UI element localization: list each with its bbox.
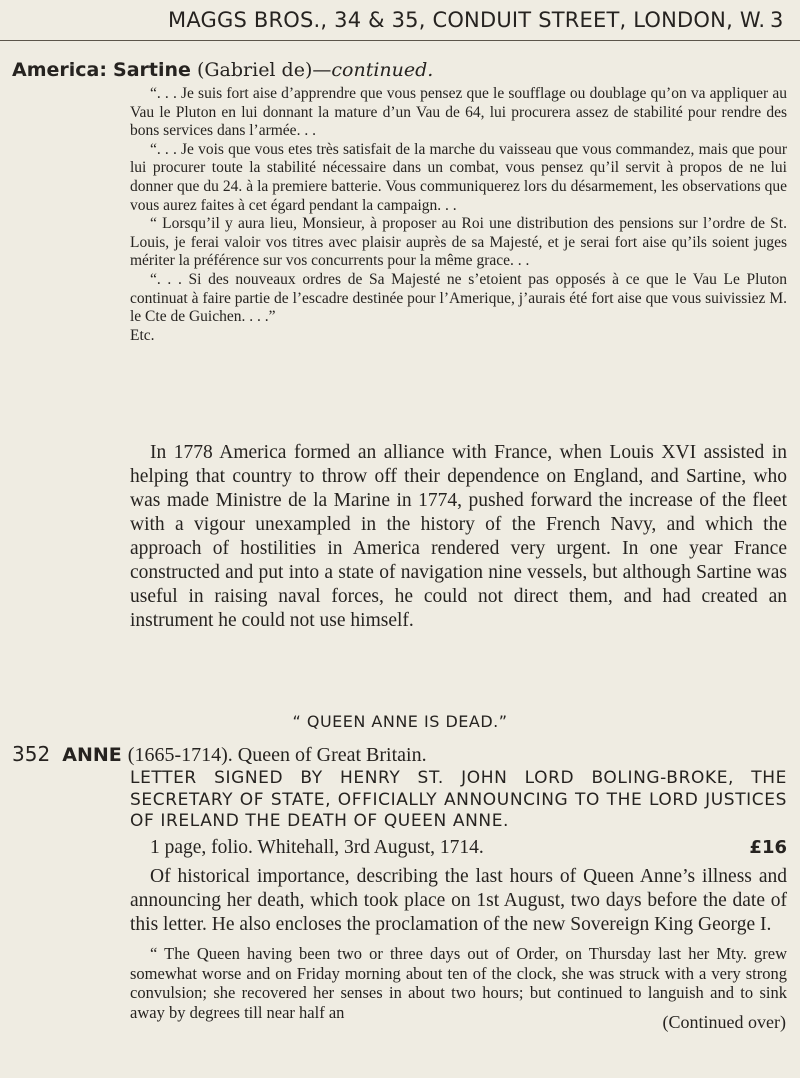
lot-number: 352 xyxy=(12,742,51,766)
english-commentary xyxy=(130,441,787,633)
country-label: America: xyxy=(12,59,107,81)
lot-price: £16 xyxy=(749,837,787,858)
french-paragraph-1: “. . . Je suis fort aise d’apprendre que vous pensez que le soufflage ou doublage qu’on va appliquer au Vau le Pluton en lui donnant la mature d’un Vau de 64, lui procurera assez de stabilité pour rendre des bons services dans l’armée. . . xyxy=(130,85,787,140)
french-paragraph-4: “. . . Si des nouveaux ordres de Sa Majesté ne s’etoient pas opposés à ce que le Vau Le Pluton continuat à faire partie de l’escadre destinée pour l’Amerique, j’aurais été fort aise que vous suivissiez M. le Cte de Guichen. . . .” xyxy=(130,270,787,326)
author-detail: (Gabriel de)— xyxy=(196,59,332,81)
commentary-paragraph: In 1778 America formed an alliance with France, when Louis XVI assisted in helping that country to throw off their dependence on England, and Sartine, who was made Ministre de la Marine in 1774, pushed forward the increase of the fleet with a vigour unexampled in the history of the French Navy, and which the approach of hostilities in America rendered very urgent. In one year France constructed and put into a state of navigation nine vessels, but although Sartine was useful in raising naval forces, he could not direct them, and had created an instrument he could not use himself. xyxy=(130,442,787,631)
continued-label: continued. xyxy=(331,59,434,81)
lot-collation: 1 page, folio. Whitehall, 3rd August, 1714. xyxy=(150,837,484,858)
lot-quote-block xyxy=(130,944,787,1022)
french-paragraph-3: “ Lorsqu’il y aura lieu, Monsieur, à proposer au Roi une distribution des pensions sur l’ordre de St. Louis, je ferai valoir vos titres avec plaisir auprès de sa Majesté, et je serai fort aise qu’ils soient juges mériter la préférence sur vos concurrents pour la même grace. . . xyxy=(130,215,787,270)
header-rule xyxy=(0,40,800,41)
lot-description-text: Of historical importance, describing the last hours of Queen Anne’s illness and announcing her death, which took place on 1st August, two days before the date of this letter. He also encloses the proclamation of the new Sovereign King George I. xyxy=(130,866,787,935)
running-header xyxy=(0,0,800,40)
section-heading xyxy=(12,57,792,83)
french-letter-extract xyxy=(130,85,787,345)
lot-description: (1665-1714). Queen of Great Britain. xyxy=(127,744,427,766)
lot-quote: “ The Queen having been two or three days out of Order, on Thursday last her Mty. grew somewhat worse and on Friday morning about ten of the clock, she was struck with a very strong convulsion; she recovered her senses in about two hours; but continued to languish and to sink away by degrees till near half an xyxy=(130,944,787,1022)
lot-description-block xyxy=(130,865,787,937)
page-number: 3 xyxy=(770,8,784,32)
french-etc: Etc. xyxy=(130,326,155,344)
lot-heading xyxy=(12,741,792,768)
header-title: MAGGS BROS., 34 & 35, CONDUIT STREET, LONDON, W. xyxy=(168,8,766,32)
lot-caps-title: LETTER SIGNED BY HENRY ST. JOHN LORD BOLING-BROKE, THE SECRETARY OF STATE, OFFICIALLY ANNOUNCING TO THE LORD JUSTICES OF IRELAND THE DEATH OF QUEEN ANNE. xyxy=(130,768,787,831)
author-name: Sartine xyxy=(113,59,191,81)
continued-over: (Continued over) xyxy=(662,1012,786,1032)
french-paragraph-2: “. . . Je vois que vous etes très satisfait de la marche du vaisseau que vous commandez, mais que pour lui procurer toute la stabilité nécessaire dans un combat, vous pensez qu’il servit à propos de ne lui donner que du 24. à la premiere batterie. Vous communiquerez lors du désarmement, les observations que vous aurez faites à cet égard pendant la campaign. . . xyxy=(130,140,787,214)
lot-collation-line xyxy=(150,836,787,860)
lot-subtitle: “ QUEEN ANNE IS DEAD.” xyxy=(292,712,508,731)
lot-name: ANNE xyxy=(62,744,122,766)
